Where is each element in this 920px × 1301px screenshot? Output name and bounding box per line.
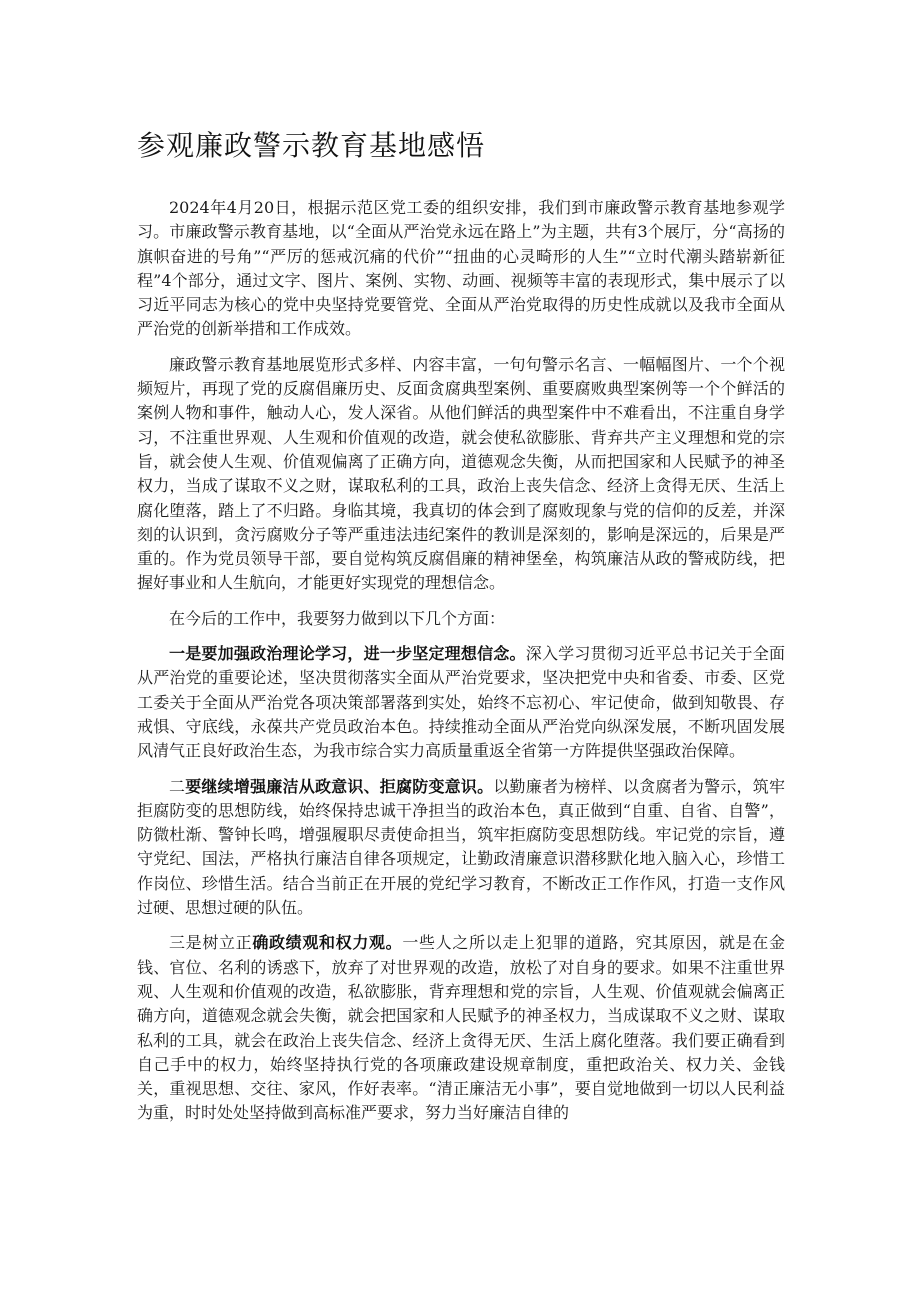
paragraph-text: 深入学习贯彻习近平总书记关于全面从严治党的重要论述，坚决贯彻落实全面从严治党要求，坚决把党中央和省委、市委、区党工委关于全面从严治党各项决策部署落到实处，始终不忘初心、牢记使命，做到知敬畏、存戒惧、守底线，永葆共产党员政治本色。持续推动全面从严治党向纵深发展，不断巩固发展风清气正良好政治生态，为我市综合实力高质量重返全省第一方阵提供坚强政治保障。 — [137, 644, 785, 761]
paragraph-text: 在今后的工作中，我要努力做到以下几个方面： — [169, 608, 506, 628]
paragraph-text: 2024年4月20日，根据示范区党工委的组织安排，我们到市廉政警示教育基地参观学习。市廉政警示教育基地，以“全面从严治党永远在路上”为主题，共有3个展厅，分“高扬的旗帜奋进的号角”“严厉的惩戒沉痛的代价”“扭曲的心灵畸形的人生”“立时代潮头踏崭新征程”4个部分，通过文字、图片、案例、实物、动画、视频等丰富的表现形式，集中展示了以习近平同志为核心的党中央坚持党要管党、全面从严治党取得的历史性成就以及我市全面从严治党的创新举措和工作成效。 — [137, 198, 785, 339]
paragraph-text: 一些人之所以走上犯罪的道路，究其原因，就是在金钱、官位、名利的诱惑下，放弃了对世界观的改造，放松了对自身的要求。如果不注重世界观、人生观和价值观的改造，私欲膨胀，背弃理想和党的宗旨，人生观、价值观就会偏离正确方向，道德观念就会失衡，就会把国家和人民赋予的神圣权力，当成谋取不义之财、谋取私利的工具，就会在政治上丧失信念、经济上贪得无厌、生活上腐化堕落。我们要正确看到自己手中的权力，始终坚持执行党的各项廉政建设规章制度，重把政治关、权力关、金钱关，重视思想、交往、家风，作好表率。“清正廉洁无小事”，要自觉地做到一切以人民利益为重，时时处处坚持做到高标准严要求，努力当好廉洁自律的 — [137, 933, 785, 1123]
paragraph-point-three — [137, 931, 785, 1125]
paragraph-text: 以勤廉者为榜样、以贪腐者为警示，筑牢拒腐防变的思想防线，始终保持忠诚干净担当的政治本色，真正做到“自重、自省、自警”，防微杜渐、警钟长鸣，增强履职尽责使命担当，筑牢拒腐防变思想防线。牢记党的宗旨，遵守党纪、国法，严格执行廉洁自律各项规定，让勤政清廉意识潜移默化地入脑入心，珍惜工作岗位、珍惜生活。结合当前正在开展的党纪学习教育，不断改正工作作风，打造一支作风过硬、思想过硬的队伍。 — [137, 776, 785, 918]
paragraph-point-two — [137, 775, 785, 921]
paragraph-lead-bold: 确政绩观和权力观。 — [252, 933, 403, 953]
document-page — [137, 118, 785, 1137]
paragraph-lead-bold: 一是要加强政治理论学习，进一步坚定理想信念。 — [169, 644, 526, 664]
document-title: 参观廉政警示教育基地感悟 — [137, 129, 486, 162]
paragraph-lead-plain: 二 — [169, 776, 186, 796]
paragraph-lead-bold: 要继续增强廉洁从政意识、拒腐防变意识。 — [185, 776, 494, 796]
paragraph-point-one — [137, 642, 785, 763]
paragraph-exhibition-reflection — [137, 353, 785, 596]
paragraph-text: 廉政警示教育基地展览形式多样、内容丰富，一句句警示名言、一幅幅图片、一个个视频短片，再现了党的反腐倡廉历史、反面贪腐典型案例、重要腐败典型案例等一个个鲜活的案例人物和事件，触动人心，发人深省。从他们鲜活的典型案件中不难看出，不注重自身学习，不注重世界观、人生观和价值观的改造，就会使私欲膨胀、背弃共产主义理想和党的宗旨，就会使人生观、价值观偏离了正确方向，道德观念失衡，从而把国家和人民赋予的神圣权力，当成了谋取不义之财，谋取私利的工具，政治上丧失信念、经济上贪得无厌、生活上腐化堕落，踏上了不归路。身临其境，我真切的体会到了腐败现象与党的信仰的反差，并深刻的认识到，贪污腐败分子等严重违法违纪案件的教训是深刻的，影响是深远的，后果是严重的。作为党员领导干部，要自觉构筑反腐倡廉的精神堡垒，构筑廉洁从政的警戒防线，把握好事业和人生航向，才能更好实现党的理想信念。 — [137, 354, 785, 593]
paragraph-future-work-intro — [137, 607, 785, 631]
paragraph-lead-plain: 三是树立正 — [169, 933, 253, 953]
paragraph-visit-intro — [137, 196, 785, 342]
